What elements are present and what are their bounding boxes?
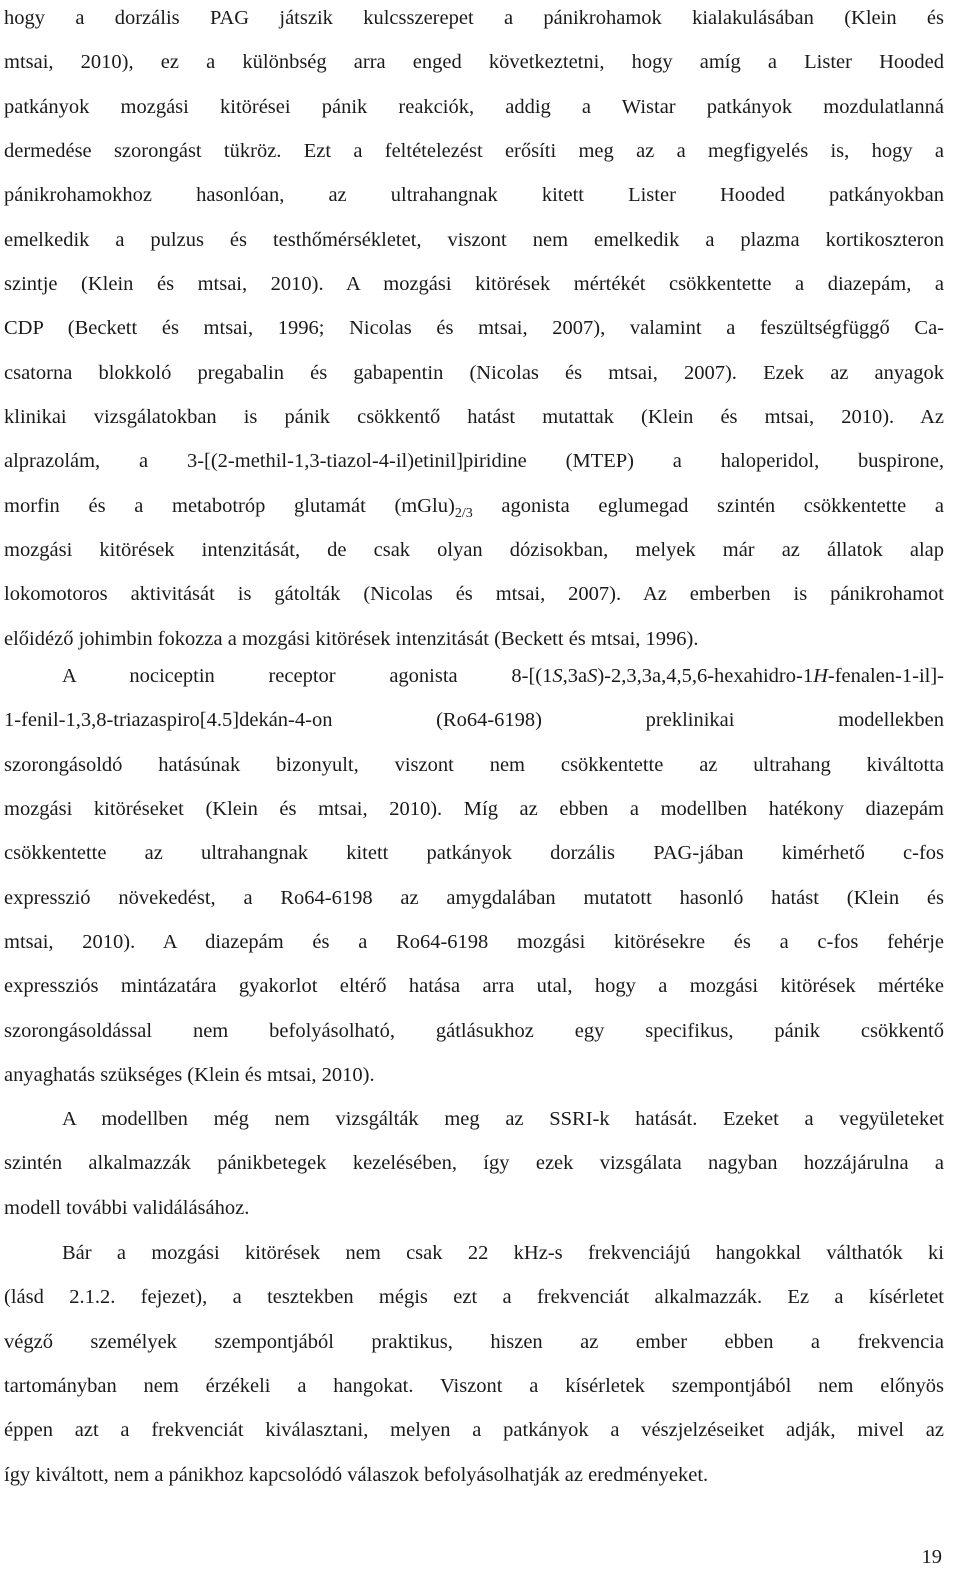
paragraph-2 [4, 654, 944, 1097]
subscript: 2/3 [454, 505, 473, 521]
text-line: Bár a mozgási kitörések nem csak 22 kHz-s frekvenciájú hangokkal válthatók ki [62, 1242, 944, 1264]
italic-fragment: S [552, 665, 563, 687]
text-line-formula [4, 654, 944, 698]
text-fragment: ,3a [562, 665, 588, 687]
text-line: szorongásoldó hatásúnak bizonyult, viszont nem csökkentette az ultrahang kiváltotta [4, 753, 944, 776]
paragraph-1 [4, 0, 944, 661]
text-line: hogy a dorzális PAG játszik kulcsszerepet a pánikrohamok kialakulásában (Klein és [4, 7, 944, 29]
text-line: pánikrohamokhoz hasonlóan, az ultrahangnak kitett Lister Hooded patkányokban [4, 184, 944, 207]
text-line: tartományban nem érzékeli a hangokat. Viszont a kísérletek szempontjából nem előnyös [4, 1375, 944, 1398]
page-number: 19 [921, 1546, 942, 1568]
text-line: mtsai, 2010), ez a különbség arra enged következtetni, hogy amíg a Lister Hooded [4, 51, 944, 74]
text-line: csökkentette az ultrahangnak kitett patkányok dorzális PAG-jában kimérhető c-fos [4, 842, 944, 865]
text-line: (lásd 2.1.2. fejezet), a tesztekben mégis ezt a frekvenciát alkalmazzák. Ez a kísérletet [4, 1286, 944, 1309]
text-line: így kiváltott, nem a pánikhoz kapcsolódó válaszok befolyásolhatják az eredményeket. [4, 1463, 709, 1486]
text-line: CDP (Beckett és mtsai, 1996; Nicolas és mtsai, 2007), valamint a feszültségfüggő Ca- [4, 317, 944, 340]
text-line: végző személyek szempontjából praktikus, hiszen az ember ebben a frekvencia [4, 1330, 944, 1353]
text-line: mozgási kitöréseket (Klein és mtsai, 2010). Míg az ebben a modellben hatékony diazepám [4, 798, 944, 821]
text-fragment: A nociceptin receptor agonista 8-[(1 [62, 665, 553, 687]
paragraph-3 [4, 1097, 944, 1230]
text-line: 1-fenil-1,3,8-triazaspiro[4.5]dekán-4-on (Ro64-6198) preklinikai modellekben [4, 709, 944, 732]
italic-fragment: H [813, 665, 828, 687]
text-fragment: morfin és a metabotróp glutamát (mGlu) [4, 494, 455, 517]
text-line: A modellben még nem vizsgálták meg az SSRI-k hatását. Ezeket a vegyületeket [62, 1108, 944, 1130]
text-line: mozgási kitörések intenzitását, de csak olyan dózisokban, melyek már az állatok alap [4, 539, 944, 562]
text-fragment: )-2,3,3a,4,5,6-hexahidro-1 [597, 665, 814, 687]
text-line: lokomotoros aktivitását is gátolták (Nicolas és mtsai, 2007). Az emberben is pánikrohamot [4, 583, 944, 606]
text-line: patkányok mozgási kitörései pánik reakciók, addig a Wistar patkányok mozdulatlanná [4, 95, 944, 118]
text-line: éppen azt a frekvenciát kiválasztani, melyen a patkányok a vészjelzéseiket adják, mivel az [4, 1419, 944, 1442]
text-line: csatorna blokkoló pregabalin és gabapentin (Nicolas és mtsai, 2007). Ezek az anyagok [4, 361, 944, 384]
text-line: szintén alkalmazzák pánikbetegek kezelésében, így ezek vizsgálata nagyban hozzájárulna a [4, 1152, 944, 1175]
paragraph-4 [4, 1231, 944, 1497]
text-line-subscript [4, 484, 944, 528]
text-line: szorongásoldással nem befolyásolható, gátlásukhoz egy specifikus, pánik csökkentő [4, 1019, 944, 1042]
text-line: expresszió növekedést, a Ro64-6198 az amygdalában mutatott hasonló hatást (Klein és [4, 886, 944, 909]
text-line: anyaghatás szükséges (Klein és mtsai, 2010). [4, 1064, 375, 1087]
text-line: klinikai vizsgálatokban is pánik csökkentő hatást mutattak (Klein és mtsai, 2010). Az [4, 406, 944, 429]
italic-fragment: S [587, 665, 598, 687]
text-fragment: agonista eglumegad szintén csökkentette a [472, 494, 944, 517]
text-line: előidéző johimbin fokozza a mozgási kitörések intenzitását (Beckett és mtsai, 1996). [4, 627, 699, 650]
text-line: modell további validálásához. [4, 1196, 250, 1219]
text-line: alprazolám, a 3-[(2-methil-1,3-tiazol-4-il)etinil]piridine (MTEP) a haloperidol, buspirone, [4, 450, 944, 473]
text-line: expressziós mintázatára gyakorlot eltérő hatása arra utal, hogy a mozgási kitörések mértéke [4, 975, 944, 998]
text-line: emelkedik a pulzus és testhőmérsékletet, viszont nem emelkedik a plazma kortikoszteron [4, 228, 944, 251]
text-line: mtsai, 2010). A diazepám és a Ro64-6198 mozgási kitörésekre és a c-fos fehérje [4, 931, 944, 954]
text-fragment: -fenalen-1-il]- [827, 665, 944, 687]
text-line: szintje (Klein és mtsai, 2010). A mozgási kitörések mértékét csökkentette a diazepám, a [4, 273, 944, 296]
text-line: dermedése szorongást tükröz. Ezt a feltételezést erősíti meg az a megfigyelés is, hogy a [4, 140, 944, 163]
